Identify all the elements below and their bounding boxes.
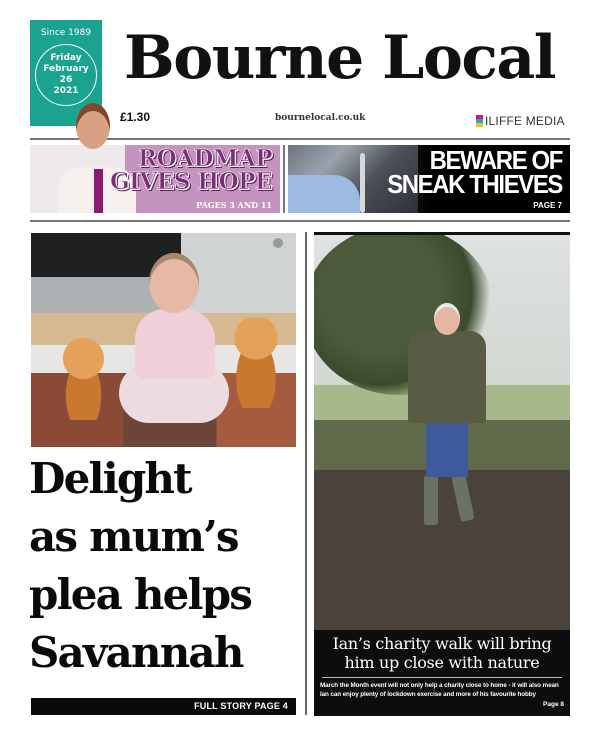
girl-figure [119, 253, 229, 447]
second-story-headline: Ian’s charity walk will bring him up close with nature [332, 634, 552, 672]
lead-photo [31, 233, 296, 447]
masthead-title: Bourne Local [124, 23, 556, 93]
politician-head [76, 103, 110, 149]
second-story-page-ref: Page 8 [543, 701, 564, 708]
date-circle [35, 44, 97, 106]
iliffe-logo-icon [476, 115, 483, 127]
date-year: 2021 [53, 86, 79, 96]
gloved-arm [288, 175, 360, 213]
teaser-divider [283, 145, 285, 213]
teaser-headline: BEWARE OF SNEAK THIEVES [387, 145, 562, 199]
publisher-name: ILIFFE MEDIA [485, 114, 565, 128]
cover-price: £1.30 [120, 110, 151, 124]
caption-divider [322, 677, 562, 678]
website-link[interactable]: bournelocal.co.uk [275, 113, 366, 123]
teaser-page-ref: PAGES 3 AND 11 [196, 200, 272, 210]
since-label: Since 1989 [40, 28, 92, 38]
divider-top [30, 138, 570, 140]
toy-tiger-left [56, 338, 111, 420]
teaser-sneak-thieves[interactable] [288, 145, 570, 213]
second-story-caption[interactable] [314, 630, 570, 716]
publisher-logo [476, 114, 565, 128]
date-day: February 26 [43, 64, 89, 85]
column-divider [305, 232, 307, 715]
teaser-page-ref: PAGE 7 [533, 201, 562, 210]
teaser-headline: ROADMAP GIVES HOPE [110, 145, 272, 195]
second-story-photo [314, 232, 570, 630]
door-handle [360, 153, 365, 213]
lead-headline[interactable]: Delight as mum’s plea helps Savannah [29, 454, 252, 677]
divider-mid [30, 220, 570, 222]
toy-tiger-right [226, 318, 286, 408]
teaser-roadmap[interactable] [30, 145, 280, 213]
full-story-link[interactable]: FULL STORY PAGE 4 [31, 698, 296, 715]
man-with-binoculars [402, 303, 492, 553]
second-story-standfirst: March the Month event will not only help a charity close to home - it will also mean Ian can enjoy plenty of lockdown exercise and more of his favourite hobby [320, 682, 559, 698]
date-weekday: Friday [50, 53, 82, 63]
